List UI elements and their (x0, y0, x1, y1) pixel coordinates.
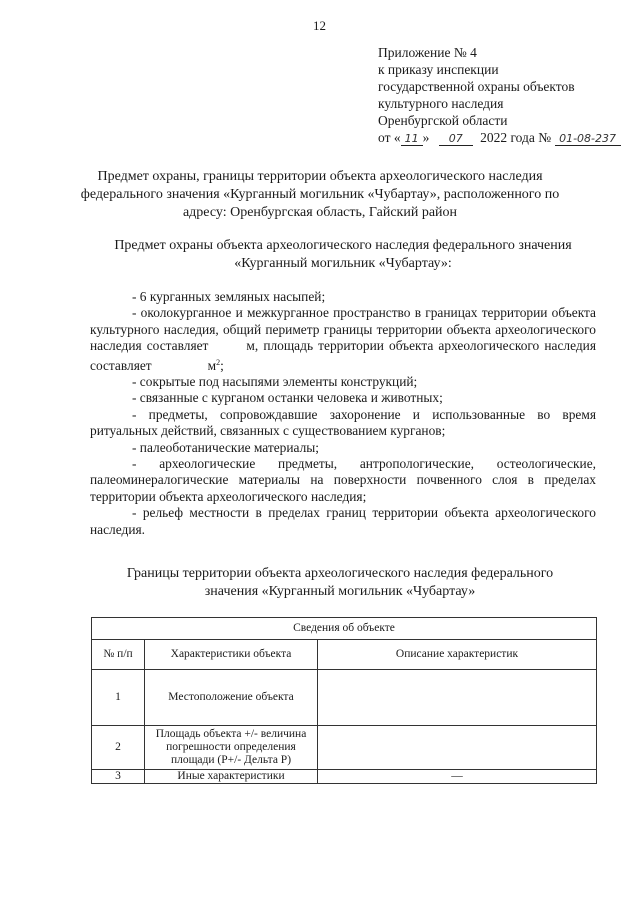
table-cell-num: 3 (92, 770, 145, 784)
date-mid: » (422, 130, 430, 145)
table-caption: Сведения об объекте (92, 618, 597, 640)
subject-list (90, 289, 596, 538)
table-header-cell: Характеристики объекта (145, 640, 318, 670)
table-cell-name: Площадь объекта +/- величина погрешности определения площади (Р+/- Дельта Р) (145, 726, 318, 770)
list-item (90, 305, 596, 374)
date-year-text: 2022 года № (480, 130, 552, 145)
table-cell-name: Местоположение объекта (145, 670, 318, 726)
table-cell-desc (318, 726, 597, 770)
boundaries-title: Границы территории объекта археологического наследия федерального значения «Курганный могильник «Чубартау» (126, 566, 554, 599)
date-prefix: от « (378, 130, 401, 145)
list-item-text: - околокурганное и межкурганное пространство в границах территории объекта культурного наследия, общий периметр границы территории объекта археологического наследия составляет (90, 305, 596, 354)
table-cell-desc (318, 670, 597, 726)
table-cell-num: 2 (92, 726, 145, 770)
punctuation: ; (220, 357, 224, 373)
table-header-cell: № п/п (92, 640, 145, 670)
object-info-table (91, 617, 597, 784)
list-item: - предметы, сопровождавшие захоронение и использованные во время ритуальных действий, связанных с существованием курганов; (90, 406, 596, 439)
page-number: 12 (313, 18, 326, 33)
order-number-handwritten: 01-08-237 (555, 132, 621, 146)
appendix-line: государственной охраны объектов (378, 79, 575, 94)
table-cell-num: 1 (92, 670, 145, 726)
list-item: - 6 курганных земляных насыпей; (132, 289, 326, 304)
list-item: - палеоботанические материалы; (132, 439, 319, 455)
unit-text: м (207, 357, 217, 373)
list-item: - связанные с курганом останки человека и животных; (132, 390, 443, 406)
list-item: - рельеф местности в пределах границ территории объекта археологического наследия. (90, 505, 596, 537)
table-row (92, 726, 597, 770)
date-month-handwritten: 07 (439, 132, 473, 146)
table-cell-name: Иные характеристики (145, 770, 318, 784)
list-item: - сокрытые под насыпями элементы конструкций; (132, 374, 418, 390)
appendix-line: Оренбургской области (378, 113, 508, 128)
list-item: - археологические предметы, антропологические, остеологические, палеоминералогические материалы на поверхности почвенного слоя в пределах территории объекта археологического наследия; (90, 456, 596, 504)
date-day-handwritten: 11 (401, 132, 423, 146)
table-cell-desc: — (318, 770, 597, 784)
list-item-text: м, площадь территории объекта археологического наследия составляет (90, 338, 596, 373)
subject-title: Предмет охраны объекта археологического наследия федерального значения «Курганный могильник «Чубартау»: (114, 238, 572, 271)
table-header-cell: Описание характеристик (318, 640, 597, 670)
appendix-block (378, 44, 621, 146)
unit-superscript: 2 (216, 357, 221, 367)
table-row (92, 670, 597, 726)
main-title: Предмет охраны, границы территории объекта археологического наследия федерального значения «Курганный могильник «Чубартау», расположенного по адресу: Оренбургская область, Гайский район (80, 169, 560, 220)
appendix-line: к приказу инспекции (378, 62, 499, 77)
appendix-date-line (378, 129, 621, 146)
appendix-line: культурного наследия (378, 96, 504, 111)
table-row (92, 770, 597, 784)
appendix-line: Приложение № 4 (378, 45, 477, 60)
